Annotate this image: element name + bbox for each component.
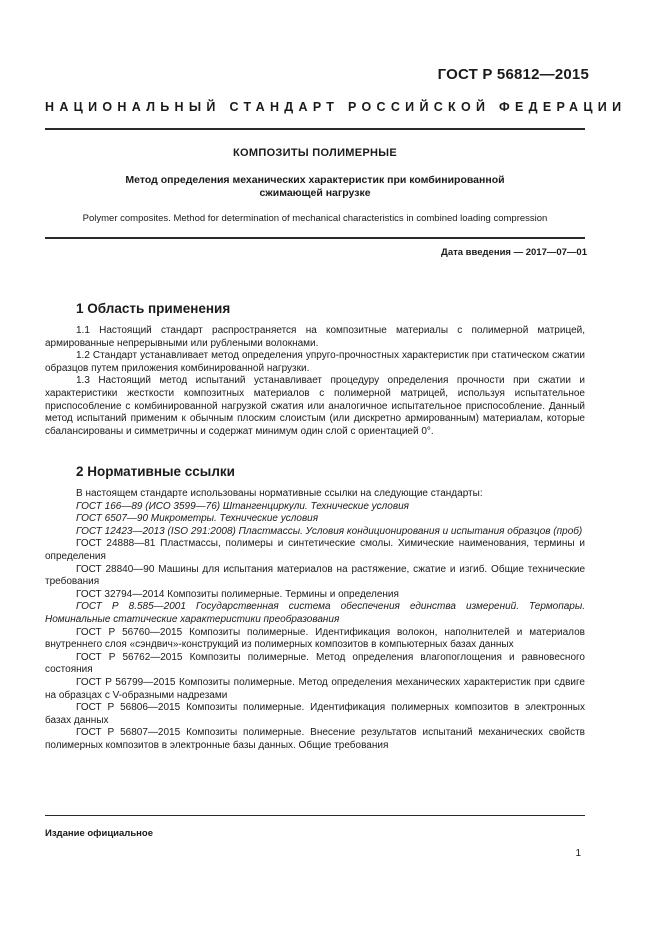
section-1-body: [45, 325, 585, 438]
section-2-heading: 2 Нормативные ссылки: [76, 464, 235, 479]
section-2-body: [45, 488, 585, 752]
official-edition-label: Издание официальное: [45, 828, 153, 839]
reference-item: ГОСТ Р 56806—2015 Композиты полимерные. Идентификация полимерных композитов в электронных базах данных: [45, 702, 585, 726]
reference-item: ГОСТ Р 8.585—2001 Государственная система обеспечения единства измерений. Термопары. Номинальные статические характеристики преобразования: [45, 601, 585, 625]
reference-item: ГОСТ Р 56760—2015 Композиты полимерные. Идентификация волокон, наполнителей и материалов внутреннего слоя «сэндвич»-конструкций из полимерных композитов в компьютерных базах данных: [45, 626, 585, 651]
reference-item: ГОСТ 28840—90 Машины для испытания материалов на растяжение, сжатие и изгиб. Общие технические требования: [45, 563, 585, 588]
introduction-date: Дата введения — 2017—07—01: [441, 247, 587, 258]
document-title: КОМПОЗИТЫ ПОЛИМЕРНЫЕ: [233, 147, 397, 159]
subtitle-line-1: Метод определения механических характеристик при комбинированной: [125, 174, 505, 186]
subtitle-line-2: сжимающей нагрузке: [259, 187, 371, 199]
reference-item: ГОСТ 24888—81 Пластмассы, полимеры и синтетические смолы. Химические наименования, термины и определения: [45, 538, 585, 562]
reference-item: ГОСТ 32794—2014 Композиты полимерные. Термины и определения: [76, 588, 399, 600]
document-subtitle: [80, 174, 550, 200]
paragraph-1-3: 1.3 Настоящий метод испытаний устанавливает процедуру определения прочности при сжатии и характеристики жесткости композитных материалов с полимерной матрицей, используя испытательное приспособление с комбинированной нагрузкой сжатия или аналогичное испытательное приспособление. Данный метод испытаний применим к обычным плоским слоистым (или дискретно армированным) материалам, которые сбалансированы и симметричны и содержат минимум один слой с ориентацией 0°.: [45, 375, 585, 437]
section-1-heading: 1 Область применения: [76, 301, 231, 316]
english-title: Polymer composites. Method for determination of mechanical characteristics in combined loading compression: [82, 213, 548, 224]
reference-item: ГОСТ Р 56799—2015 Композиты полимерные. Метод определения механических характеристик при сдвиге на образцах с V-образными надрезами: [45, 676, 585, 701]
page-number: 1: [575, 848, 581, 859]
paragraph-1-1: 1.1 Настоящий стандарт распространяется на композитные материалы с полимерной матрицей, армированные непрерывными или рублеными волокнами.: [45, 325, 585, 349]
reference-item: ГОСТ 12423—2013 (ISO 291:2008) Пластмассы. Условия кондиционирования и испытания образцов (проб): [76, 525, 583, 537]
title-divider: [45, 237, 585, 239]
references-intro: В настоящем стандарте использованы нормативные ссылки на следующие стандарты:: [76, 488, 483, 499]
footer-divider: [45, 815, 585, 816]
paragraph-1-2: 1.2 Стандарт устанавливает метод определения упруго-прочностных характеристик при статическом сжатии образцов путем приложения комбинированной нагрузки.: [45, 350, 585, 374]
reference-item: ГОСТ Р 56807—2015 Композиты полимерные. Внесение результатов испытаний механических свойств полимерных композитов в электронные базы данных. Общие требования: [45, 727, 585, 751]
national-standard-heading: НАЦИОНАЛЬНЫЙ СТАНДАРТ РОССИЙСКОЙ ФЕДЕРАЦИИ: [45, 100, 627, 114]
reference-item: ГОСТ 6507—90 Микрометры. Технические условия: [76, 513, 319, 525]
header-divider: [45, 128, 585, 130]
reference-item: ГОСТ 166—89 (ИСО 3599—76) Штангенциркули. Технические условия: [76, 500, 409, 512]
document-code: ГОСТ Р 56812—2015: [437, 66, 589, 83]
reference-item: ГОСТ Р 56762—2015 Композиты полимерные. Метод определения влагопоглощения и равновесного состояния: [45, 651, 585, 676]
